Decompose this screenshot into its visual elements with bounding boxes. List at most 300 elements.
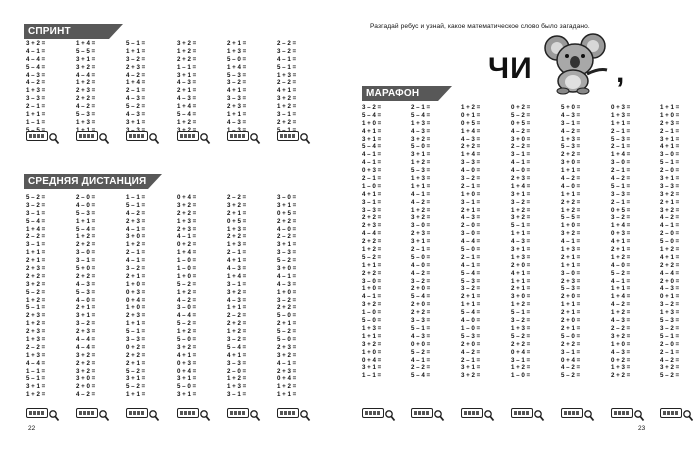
exercise: 5 – 4 =	[362, 143, 382, 151]
exercise: 1 + 3 =	[26, 87, 46, 95]
exercise: 3 + 2 =	[76, 351, 96, 359]
exercise: 1 – 0 =	[461, 324, 481, 332]
stopwatch-icon	[461, 408, 483, 418]
exercise: 5 – 1 =	[411, 324, 431, 332]
exercise: 1 + 2 =	[177, 47, 197, 55]
exercise: 3 + 0 =	[511, 135, 531, 143]
exercise: 3 – 0 =	[660, 151, 680, 159]
exercise: 2 + 1 =	[561, 309, 581, 317]
exercise: 2 – 2 =	[277, 79, 297, 87]
exercise: 4 – 4 =	[76, 71, 96, 79]
exercise: 1 + 3 =	[227, 47, 247, 55]
exercise: 4 – 1 =	[277, 272, 297, 280]
exercise: 3 + 1 =	[177, 391, 197, 399]
exercise: 1 + 1 =	[126, 320, 146, 328]
exercise: 2 + 1 =	[561, 324, 581, 332]
exercise: 3 – 2 =	[227, 336, 247, 344]
exercise: 3 – 2 =	[227, 79, 247, 87]
riddle-instruction: Разгадай ребус и узнай, какое математическое слово было загадано.	[370, 23, 590, 30]
exercise: 1 + 4 =	[461, 151, 481, 159]
exercise: 4 – 2 =	[561, 175, 581, 183]
exercise: 0 + 3 =	[126, 288, 146, 296]
exercise: 4 – 3 =	[461, 135, 481, 143]
page-number-left: 22	[28, 425, 36, 432]
exercise-column	[126, 40, 145, 135]
exercise: 0 + 0 =	[411, 340, 431, 348]
exercise: 0 + 4 =	[177, 367, 197, 375]
exercise: 3 + 1 =	[511, 246, 531, 254]
exercise: 4 – 3 =	[561, 111, 581, 119]
exercise: 1 + 3 =	[411, 119, 431, 127]
stopwatch-icon	[660, 408, 682, 418]
exercise: 3 + 0 =	[561, 159, 581, 167]
exercise: 2 + 3 =	[660, 119, 680, 127]
exercise: 3 – 0 =	[76, 249, 96, 257]
exercise: 2 + 1 =	[126, 359, 146, 367]
exercise: 2 + 3 =	[227, 103, 247, 111]
exercise: 1 + 2 =	[411, 159, 431, 167]
exercise: 1 + 2 =	[611, 309, 631, 317]
exercise: 2 – 1 =	[461, 253, 481, 261]
exercise: 1 + 2 =	[177, 118, 197, 126]
exercise: 5 – 1 =	[126, 40, 146, 47]
exercise: 5 – 1 =	[511, 309, 531, 317]
stopwatch-icon	[177, 408, 199, 418]
exercise: 1 + 4 =	[76, 40, 96, 47]
exercise: 4 – 1 =	[461, 261, 481, 269]
exercise: 4 – 1 =	[362, 159, 382, 167]
exercise: 3 – 1 =	[227, 280, 247, 288]
exercise: 4 – 1 =	[611, 277, 631, 285]
exercise: 5 – 1 =	[277, 63, 297, 71]
exercise: 1 + 2 =	[611, 253, 631, 261]
exercise: 2 + 2 =	[26, 272, 46, 280]
exercise: 1 + 2 =	[26, 391, 46, 399]
rebus-prefix: ЧИ	[488, 52, 533, 85]
stopwatch-icon	[26, 131, 48, 141]
exercise: 1 + 0 =	[362, 119, 382, 127]
exercise: 4 – 1 =	[411, 190, 431, 198]
exercise: 3 + 2 =	[227, 288, 247, 296]
exercise: 2 – 0 =	[660, 230, 680, 238]
magnifier-icon	[250, 131, 260, 142]
exercise: 1 + 1 =	[411, 182, 431, 190]
exercise: 3 – 3 =	[277, 249, 297, 257]
exercise: 2 + 0 =	[660, 277, 680, 285]
exercise: 5 – 3 =	[561, 143, 581, 151]
exercise: 4 – 1 =	[126, 225, 146, 233]
exercise: 4 – 0 =	[277, 225, 297, 233]
exercise: 0 + 5 =	[461, 119, 481, 127]
magnifier-icon	[385, 408, 395, 419]
exercise: 1 + 1 =	[76, 217, 96, 225]
exercise: 4 – 3 =	[26, 71, 46, 79]
exercise: 4 – 3 =	[76, 280, 96, 288]
exercise: 3 – 2 =	[511, 317, 531, 325]
exercise: 2 – 1 =	[611, 143, 631, 151]
exercise: 0 + 5 =	[277, 209, 297, 217]
exercise: 3 – 3 =	[362, 206, 382, 214]
exercise: 0 + 4 =	[511, 348, 531, 356]
stopwatch-icon	[611, 408, 633, 418]
exercise: 1 + 1 =	[26, 111, 46, 119]
exercise: 4 – 1 =	[362, 151, 382, 159]
stopwatch-icon	[126, 408, 148, 418]
exercise: 3 – 1 =	[227, 391, 247, 399]
exercise: 1 + 1 =	[26, 249, 46, 257]
exercise: 0 + 2 =	[126, 343, 146, 351]
exercise: 4 – 3 =	[660, 285, 680, 293]
exercise: 5 – 2 =	[511, 111, 531, 119]
exercise: 2 – 1 =	[126, 87, 146, 95]
exercise: 2 + 2 =	[561, 340, 581, 348]
exercise: 1 + 3 =	[177, 217, 197, 225]
exercise: 2 + 2 =	[76, 241, 96, 249]
stopwatch-icon	[227, 131, 249, 141]
exercise: 3 – 2 =	[660, 301, 680, 309]
exercise: 3 – 3 =	[660, 182, 680, 190]
magnifier-icon	[434, 408, 444, 419]
exercise: 4 – 2 =	[660, 356, 680, 364]
exercise: 1 + 2 =	[177, 328, 197, 336]
exercise: 2 + 1 =	[76, 304, 96, 312]
exercise: 1 + 2 =	[461, 104, 481, 111]
exercise: 3 – 1 =	[561, 119, 581, 127]
exercise: 1 + 2 =	[76, 79, 96, 87]
exercise: 3 + 2 =	[660, 206, 680, 214]
exercise: 1 + 1 =	[561, 301, 581, 309]
exercise: 4 – 1 =	[561, 238, 581, 246]
exercise: 5 – 2 =	[126, 103, 146, 111]
sprint-banner: СПРИНТ	[24, 24, 109, 39]
exercise: 3 – 0 =	[411, 222, 431, 230]
exercise: 5 – 3 =	[76, 288, 96, 296]
exercise: 4 – 2 =	[511, 127, 531, 135]
exercise: 5 – 2 =	[26, 288, 46, 296]
exercise: 1 + 2 =	[511, 301, 531, 309]
exercise: 2 + 2 =	[411, 309, 431, 317]
exercise-column	[511, 104, 530, 380]
exercise: 2 + 1 =	[277, 320, 297, 328]
exercise: 3 – 1 =	[511, 151, 531, 159]
exercise: 4 – 2 =	[411, 198, 431, 206]
exercise: 4 – 3 =	[411, 127, 431, 135]
exercise: 1 + 2 =	[277, 103, 297, 111]
exercise: 4 – 3 =	[126, 111, 146, 119]
exercise: 1 + 1 =	[362, 261, 382, 269]
magnifier-icon	[49, 408, 59, 419]
exercise: 3 – 3 =	[26, 95, 46, 103]
exercise: 2 + 2 =	[561, 198, 581, 206]
exercise: 5 – 4 =	[227, 343, 247, 351]
exercise: 3 + 2 =	[277, 95, 297, 103]
exercise: 5 – 1 =	[511, 222, 531, 230]
stopwatch-icon	[76, 408, 98, 418]
exercise: 1 + 3 =	[561, 135, 581, 143]
exercise: 1 + 3 =	[277, 71, 297, 79]
exercise: 3 + 2 =	[177, 40, 197, 47]
exercise: 2 + 2 =	[126, 351, 146, 359]
exercise: 2 – 1 =	[611, 127, 631, 135]
stopwatch-icon	[76, 131, 98, 141]
exercise: 1 + 3 =	[611, 111, 631, 119]
exercise-column	[76, 40, 95, 135]
exercise: 5 – 0 =	[277, 336, 297, 344]
exercise: 1 + 1 =	[511, 230, 531, 238]
exercise: 1 + 4 =	[511, 182, 531, 190]
exercise: 1 + 4 =	[611, 293, 631, 301]
exercise: 0 + 3 =	[611, 230, 631, 238]
exercise-column	[561, 104, 580, 380]
exercise: 2 – 2 =	[227, 194, 247, 201]
exercise-column	[277, 194, 296, 399]
exercise: 5 – 1 =	[126, 201, 146, 209]
exercise: 3 – 1 =	[461, 198, 481, 206]
exercise: 1 + 2 =	[411, 206, 431, 214]
exercise: 2 + 2 =	[76, 95, 96, 103]
exercise: 5 – 1 =	[660, 159, 680, 167]
exercise: 2 – 2 =	[277, 40, 297, 47]
exercise: 4 – 3 =	[227, 296, 247, 304]
magnifier-icon	[250, 408, 260, 419]
exercise: 1 + 4 =	[177, 103, 197, 111]
exercise: 2 + 2 =	[76, 359, 96, 367]
exercise: 4 – 1 =	[660, 222, 680, 230]
exercise: 4 + 1 =	[227, 87, 247, 95]
exercise: 2 + 1 =	[227, 209, 247, 217]
exercise: 2 + 0 =	[461, 340, 481, 348]
exercise: 1 + 3 =	[362, 324, 382, 332]
exercise: 2 + 0 =	[511, 261, 531, 269]
exercise: 2 + 2 =	[362, 238, 382, 246]
exercise: 1 + 1 =	[227, 304, 247, 312]
exercise: 5 – 0 =	[362, 317, 382, 325]
exercise: 4 – 0 =	[76, 296, 96, 304]
exercise: 3 – 0 =	[362, 277, 382, 285]
exercise: 5 – 0 =	[277, 312, 297, 320]
exercise: 4 – 4 =	[660, 269, 680, 277]
exercise: 3 + 2 =	[26, 280, 46, 288]
exercise-column	[611, 104, 630, 380]
exercise: 1 + 3 =	[411, 175, 431, 183]
magnifier-icon	[99, 131, 109, 142]
exercise: 2 + 3 =	[26, 265, 46, 273]
exercise: 4 – 3 =	[411, 332, 431, 340]
exercise: 2 + 2 =	[561, 151, 581, 159]
marathon-banner: МАРАФОН	[362, 86, 438, 101]
exercise: 2 + 3 =	[76, 328, 96, 336]
exercise: 4 – 0 =	[611, 261, 631, 269]
exercise: 4 – 3 =	[126, 95, 146, 103]
exercise: 3 + 2 =	[411, 135, 431, 143]
exercise: 5 – 5 =	[76, 47, 96, 55]
exercise: 2 + 1 =	[561, 253, 581, 261]
exercise: 3 + 1 =	[461, 364, 481, 372]
exercise: 2 – 1 =	[461, 356, 481, 364]
exercise: 5 – 4 =	[461, 269, 481, 277]
magnifier-icon	[300, 131, 310, 142]
exercise: 5 – 4 =	[177, 111, 197, 119]
exercise: 5 – 0 =	[411, 143, 431, 151]
exercise: 2 + 3 =	[126, 63, 146, 71]
exercise: 1 – 0 =	[362, 309, 382, 317]
exercise: 1 + 0 =	[461, 190, 481, 198]
exercise: 3 – 2 =	[611, 214, 631, 222]
exercise: 5 – 2 =	[611, 269, 631, 277]
exercise: 2 + 3 =	[26, 312, 46, 320]
exercise: 4 – 1 =	[26, 47, 46, 55]
exercise: 5 – 4 =	[26, 63, 46, 71]
exercise: 1 + 3 =	[227, 225, 247, 233]
exercise: 1 + 3 =	[227, 241, 247, 249]
exercise: 3 + 2 =	[26, 40, 46, 47]
exercise: 3 + 1 =	[411, 238, 431, 246]
exercise: 4 – 2 =	[126, 209, 146, 217]
exercise: 2 + 2 =	[177, 209, 197, 217]
exercise: 1 + 1 =	[561, 167, 581, 175]
exercise: 3 – 0 =	[277, 194, 297, 201]
stopwatch-icon	[26, 408, 48, 418]
exercise: 5 – 2 =	[561, 372, 581, 380]
exercise: 0 + 3 =	[177, 359, 197, 367]
exercise: 2 + 2 =	[362, 269, 382, 277]
exercise: 4 – 0 =	[461, 167, 481, 175]
exercise: 1 – 0 =	[362, 182, 382, 190]
exercise: 5 – 4 =	[461, 309, 481, 317]
exercise: 2 + 3 =	[277, 367, 297, 375]
stopwatch-icon	[227, 408, 249, 418]
exercise: 3 + 0 =	[76, 375, 96, 383]
exercise: 2 + 1 =	[126, 272, 146, 280]
exercise: 1 + 4 =	[227, 272, 247, 280]
exercise: 0 + 4 =	[362, 356, 382, 364]
exercise: 1 + 2 =	[26, 320, 46, 328]
exercise: 3 + 1 =	[660, 175, 680, 183]
exercise: 5 – 1 =	[126, 328, 146, 336]
exercise: 4 – 2 =	[561, 364, 581, 372]
magnifier-icon	[49, 131, 59, 142]
exercise: 1 + 2 =	[76, 233, 96, 241]
exercise: 1 + 4 =	[611, 222, 631, 230]
exercise: 0 + 2 =	[177, 241, 197, 249]
exercise: 5 – 2 =	[26, 194, 46, 201]
exercise: 1 + 2 =	[561, 206, 581, 214]
exercise: 4 – 4 =	[177, 312, 197, 320]
exercise: 2 – 2 =	[511, 143, 531, 151]
exercise: 4 – 2 =	[126, 71, 146, 79]
exercise: 1 + 0 =	[611, 340, 631, 348]
exercise: 5 – 0 =	[461, 246, 481, 254]
exercise: 1 + 3 =	[26, 336, 46, 344]
exercise: 3 – 1 =	[561, 348, 581, 356]
exercise: 3 + 1 =	[277, 241, 297, 249]
exercise: 5 – 2 =	[126, 383, 146, 391]
exercise: 3 – 1 =	[76, 257, 96, 265]
exercise: 3 – 2 =	[126, 55, 146, 63]
exercise: 3 – 2 =	[277, 47, 297, 55]
exercise: 4 – 1 =	[277, 55, 297, 63]
exercise: 0 + 5 =	[511, 119, 531, 127]
exercise: 2 + 0 =	[561, 317, 581, 325]
exercise: 2 + 2 =	[277, 304, 297, 312]
magnifier-icon	[99, 408, 109, 419]
exercise: 1 – 1 =	[126, 194, 146, 201]
exercise: 2 + 2 =	[511, 340, 531, 348]
exercise: 4 + 1 =	[227, 351, 247, 359]
exercise: 4 – 3 =	[611, 348, 631, 356]
exercise: 2 – 2 =	[411, 364, 431, 372]
exercise: 2 + 2 =	[227, 320, 247, 328]
exercise: 2 – 1 =	[362, 175, 382, 183]
exercise: 2 – 1 =	[660, 348, 680, 356]
exercise: 3 + 2 =	[561, 230, 581, 238]
exercise: 1 – 0 =	[177, 257, 197, 265]
exercise: 2 + 0 =	[411, 285, 431, 293]
exercise: 4 – 1 =	[277, 359, 297, 367]
exercise: 5 – 2 =	[660, 372, 680, 380]
exercise: 2 + 3 =	[362, 222, 382, 230]
exercise: 5 – 3 =	[76, 111, 96, 119]
exercise: 4 – 2 =	[561, 127, 581, 135]
exercise: 1 + 0 =	[177, 272, 197, 280]
exercise: 5 – 2 =	[277, 328, 297, 336]
exercise: 5 – 2 =	[362, 253, 382, 261]
exercise: 0 + 4 =	[126, 296, 146, 304]
exercise: 0 + 4 =	[177, 194, 197, 201]
exercise: 2 – 1 =	[660, 127, 680, 135]
exercise: 3 + 2 =	[76, 367, 96, 375]
exercise: 3 – 1 =	[26, 209, 46, 217]
exercise: 5 – 3 =	[660, 317, 680, 325]
exercise: 1 + 1 =	[660, 104, 680, 111]
exercise: 3 + 1 =	[177, 71, 197, 79]
exercise: 1 + 2 =	[177, 288, 197, 296]
exercise: 4 – 0 =	[461, 317, 481, 325]
exercise: 4 – 2 =	[177, 296, 197, 304]
exercise: 1 + 1 =	[611, 285, 631, 293]
exercise: 4 + 1 =	[660, 253, 680, 261]
exercise: 2 + 1 =	[660, 198, 680, 206]
exercise: 1 + 4 =	[126, 79, 146, 87]
exercise: 5 + 0 =	[76, 265, 96, 273]
exercise: 3 – 1 =	[511, 356, 531, 364]
exercise: 1 + 2 =	[26, 296, 46, 304]
exercise: 1 + 1 =	[511, 277, 531, 285]
exercise: 3 – 3 =	[411, 317, 431, 325]
exercise: 1 + 0 =	[126, 304, 146, 312]
exercise: 4 – 2 =	[76, 103, 96, 111]
exercise: 2 + 1 =	[461, 293, 481, 301]
exercise: 2 + 0 =	[76, 383, 96, 391]
rebus-suffix: ,	[616, 56, 625, 89]
exercise: 1 + 3 =	[660, 309, 680, 317]
exercise: 0 + 5 =	[227, 217, 247, 225]
exercise: 2 – 0 =	[660, 167, 680, 175]
exercise: 5 – 0 =	[561, 332, 581, 340]
exercise: 2 + 3 =	[26, 328, 46, 336]
stopwatch-icon	[561, 408, 583, 418]
exercise: 5 – 3 =	[561, 285, 581, 293]
exercise: 2 + 2 =	[362, 214, 382, 222]
exercise: 4 – 2 =	[76, 391, 96, 399]
middle-distance-banner: СРЕДНЯЯ ДИСТАНЦИЯ	[24, 174, 148, 189]
exercise: 1 + 1 =	[277, 391, 297, 399]
exercise-column	[411, 104, 430, 380]
exercise: 3 + 0 =	[277, 265, 297, 273]
exercise: 3 – 2 =	[511, 198, 531, 206]
exercise: 5 – 5 =	[561, 214, 581, 222]
exercise: 4 – 3 =	[177, 95, 197, 103]
